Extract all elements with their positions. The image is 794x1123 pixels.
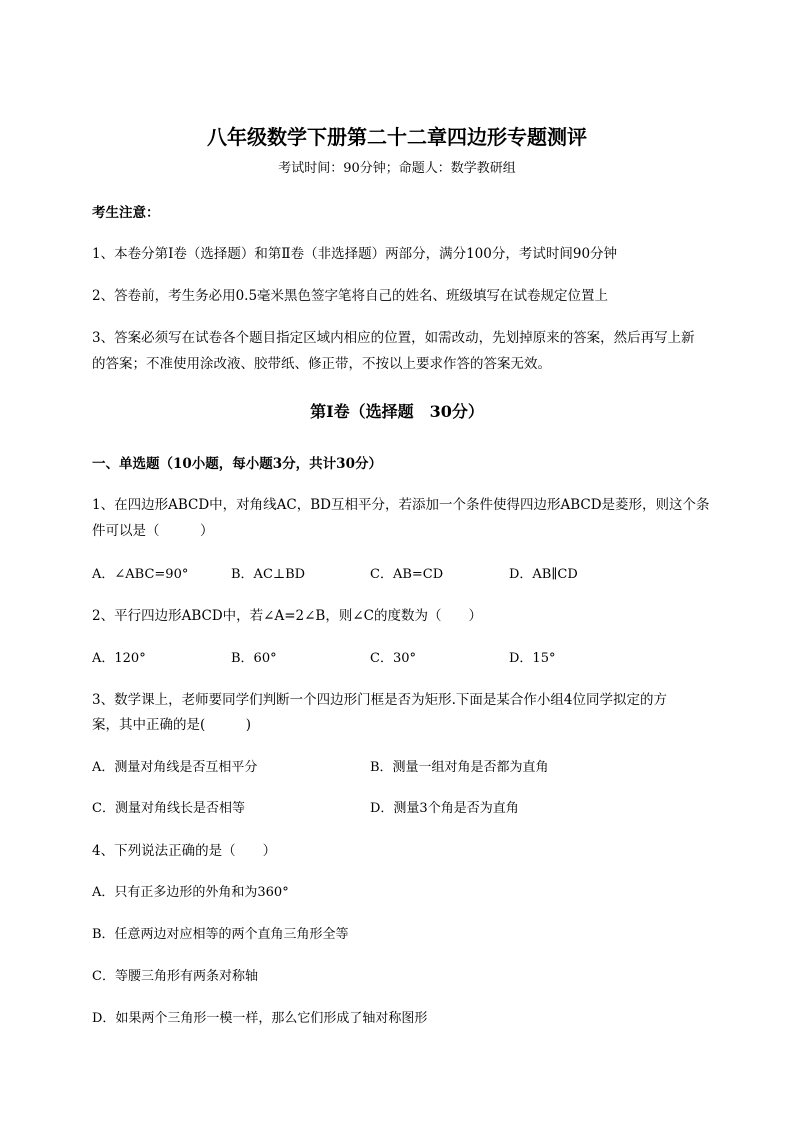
question-1-option-a: A．∠ABC=90°: [92, 567, 189, 582]
question-2-option-c: C．30°: [370, 651, 416, 666]
exam-info: 考试时间：90分钟；命题人：数学教研组: [278, 161, 516, 176]
question-1-line-2: 件可以是（ ）: [92, 523, 214, 539]
question-4-option-d: D．如果两个三角形一模一样，那么它们形成了轴对称图形: [92, 1011, 428, 1026]
question-1-line-1: 1、在四边形ABCD中，对角线AC，BD互相平分，若添加一个条件使得四边形ABCD是菱形，则这个条: [92, 497, 710, 513]
notice-item-2: 2、答卷前，考生务必用0.5毫米黑色签字笔将自己的姓名、班级填写在试卷规定位置上: [92, 288, 609, 304]
page-title: 八年级数学下册第二十二章四边形专题测评: [207, 125, 587, 149]
notice-item-3: 3、答案必须写在试卷各个题目指定区域内相应的位置，如需改动，先划掉原来的答案，然后再写上新: [92, 330, 695, 346]
question-4-option-b: B．任意两边对应相等的两个直角三角形全等: [92, 927, 349, 942]
question-2-option-a: A．120°: [92, 651, 146, 666]
question-1-option-d: D．AB∥CD: [509, 567, 578, 582]
question-2-option-b: B．60°: [231, 651, 277, 666]
question-3-option-b: B．测量一组对角是否都为直角: [370, 760, 549, 775]
question-3-option-a: A．测量对角线是否互相平分: [92, 760, 258, 775]
question-2-option-d: D．15°: [509, 651, 556, 666]
question-3-option-d: D．测量3个角是否为直角: [370, 801, 519, 816]
notice-item-1: 1、本卷分第I卷（选择题）和第Ⅱ卷（非选择题）两部分，满分100分，考试时间90分钟: [92, 246, 618, 262]
question-3-line-2: 案，其中正确的是( ): [92, 717, 252, 733]
question-1-option-b: B．AC⊥BD: [231, 567, 306, 582]
question-4-option-c: C．等腰三角形有两条对称轴: [92, 969, 258, 984]
question-4-option-a: A．只有正多边形的外角和为360°: [92, 885, 289, 900]
section-title: 一、单选题（10小题，每小题3分，共计30分）: [92, 456, 382, 472]
notice-heading: 考生注意：: [92, 205, 160, 221]
question-4-line-1: 4、下列说法正确的是（ ）: [92, 843, 277, 859]
question-2-line-1: 2、平行四边形ABCD中，若∠A=2∠B，则∠C的度数为（ ）: [92, 608, 482, 624]
part1-heading: 第I卷（选择题 30分）: [310, 402, 484, 421]
question-1-option-c: C．AB=CD: [370, 567, 444, 582]
notice-item-3-cont: 的答案；不准使用涂改液、胶带纸、修正带，不按以上要求作答的答案无效。: [92, 356, 551, 372]
question-3-line-1: 3、数学课上，老师要同学们判断一个四边形门框是否为矩形.下面是某合作小组4位同学拟定的方: [92, 692, 667, 708]
question-3-option-c: C．测量对角线长是否相等: [92, 801, 245, 816]
